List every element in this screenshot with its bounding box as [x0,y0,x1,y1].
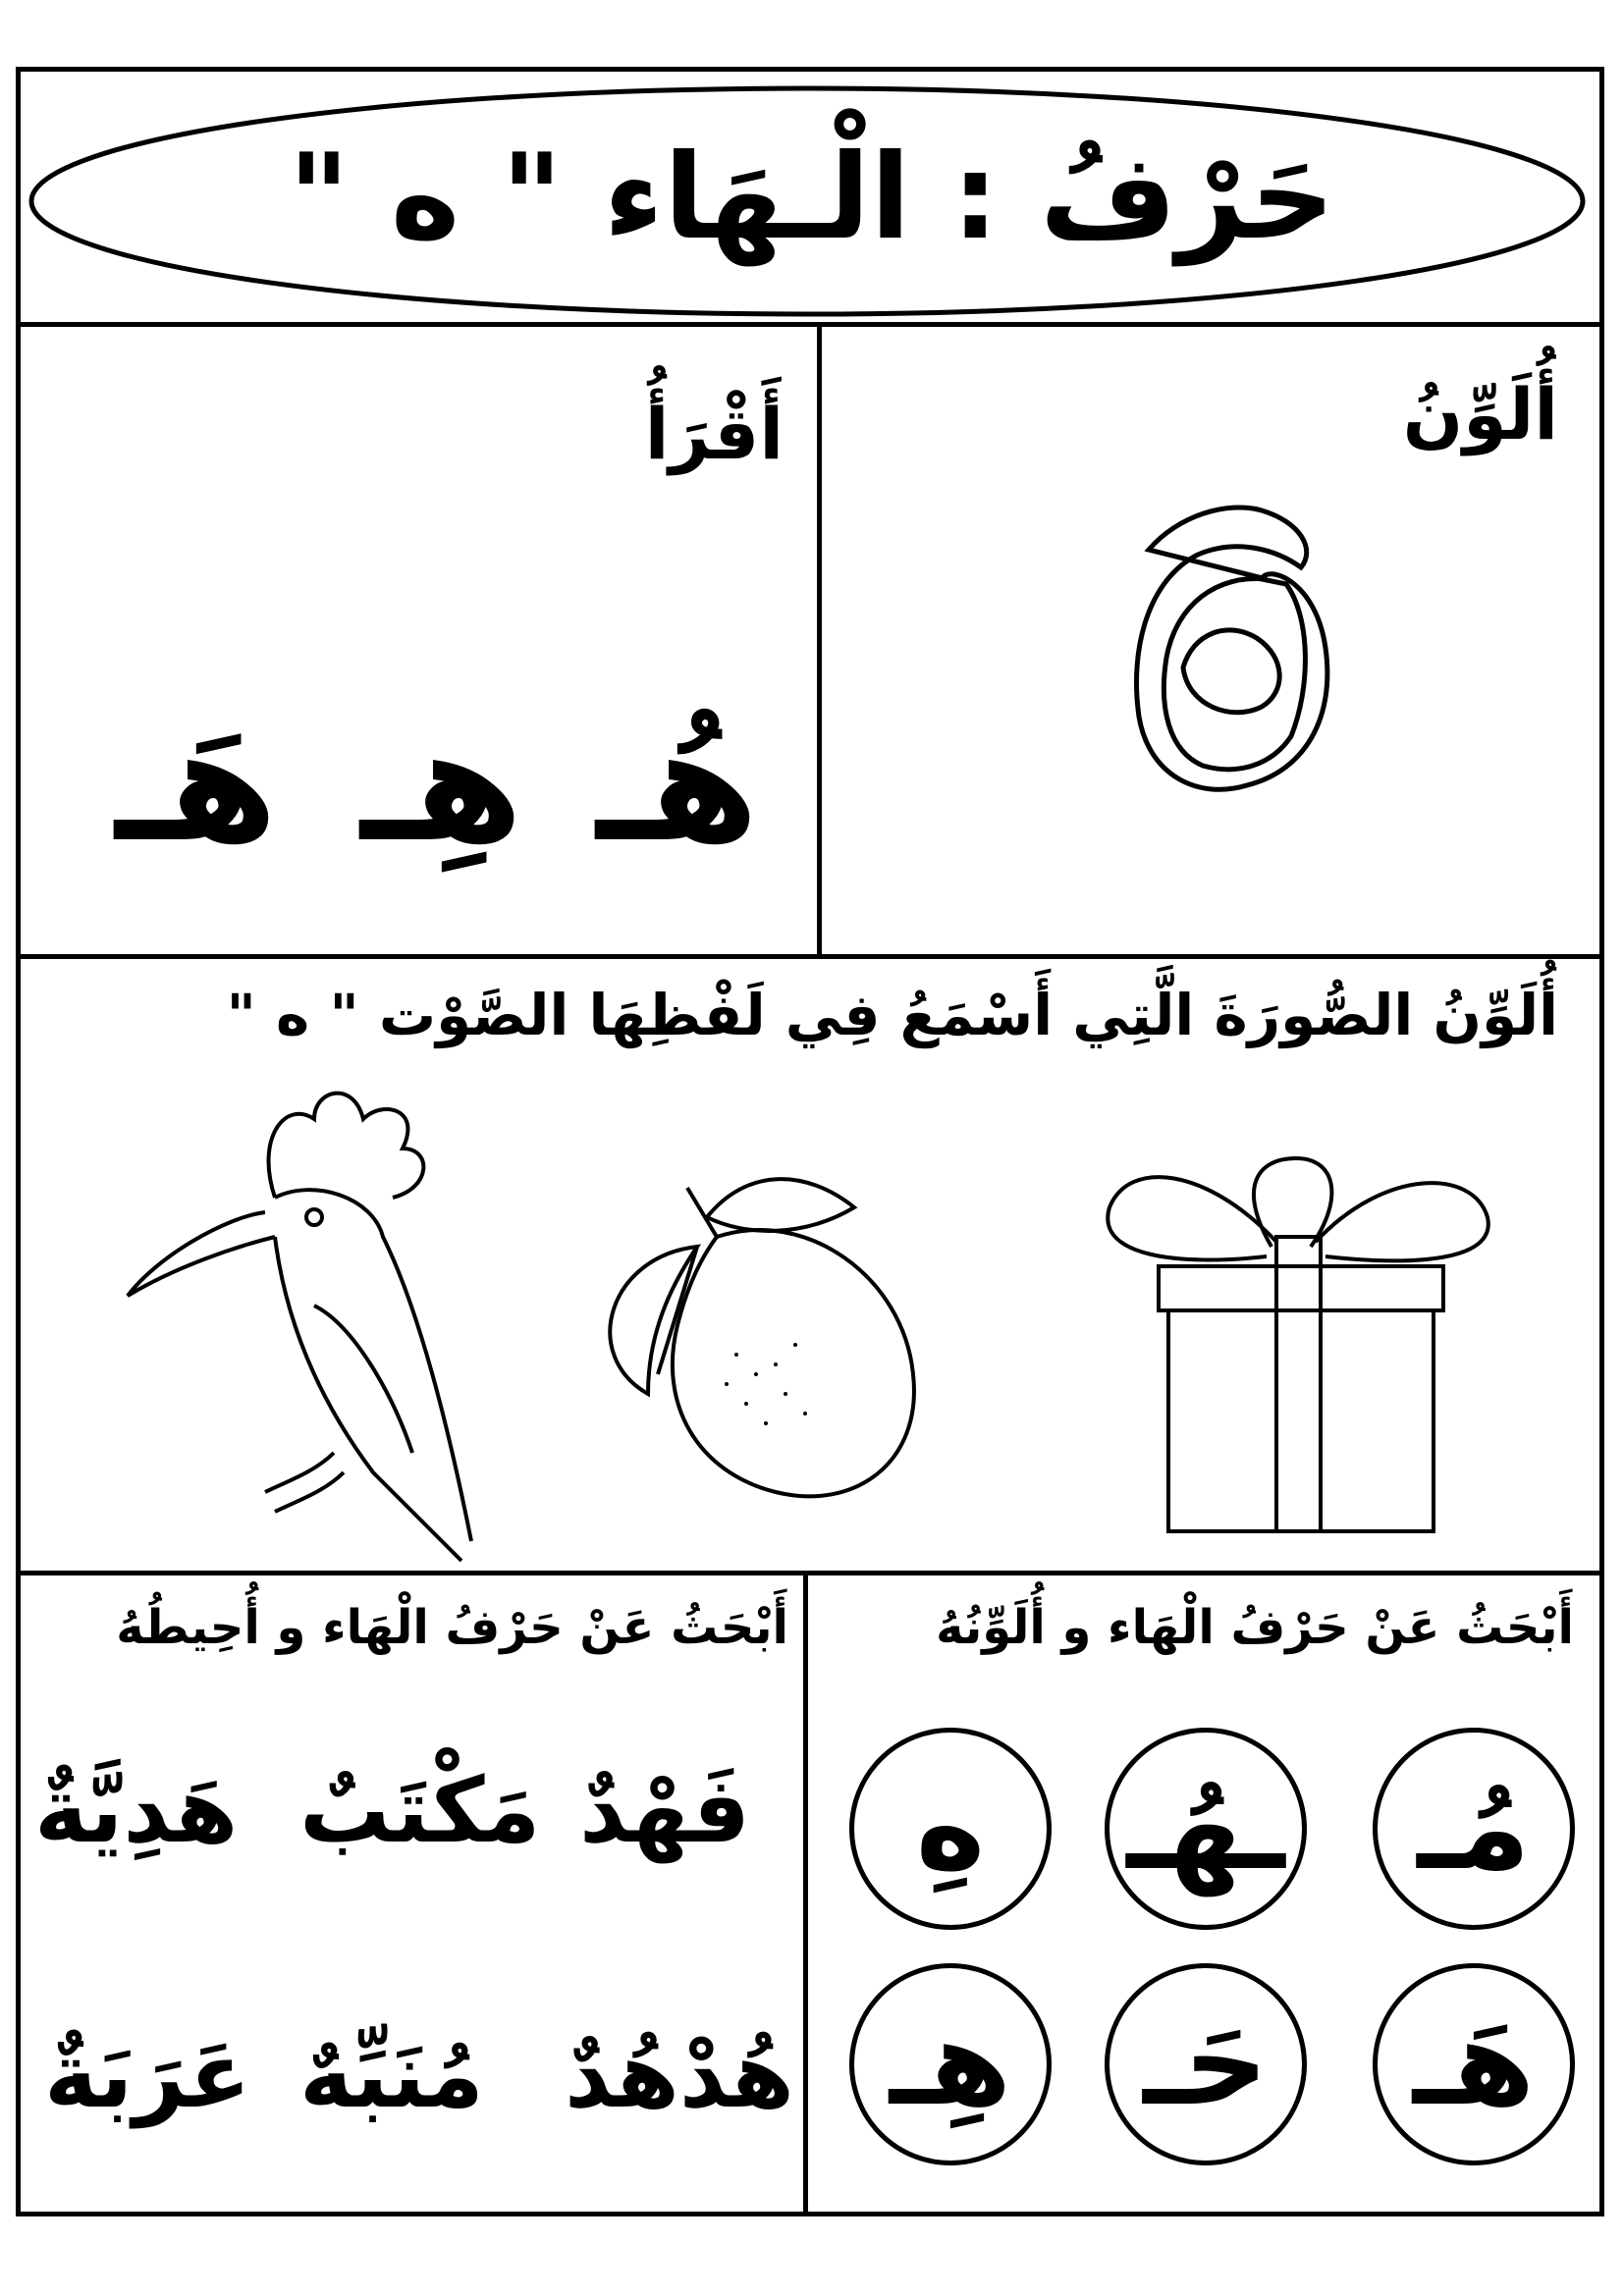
circle-option-3[interactable] [849,1728,1052,1930]
read-letter-2: هِـ [360,693,523,877]
word-6[interactable]: عَرَبَةٌ [44,2023,251,2128]
circle-option-5[interactable] [1105,1963,1307,2165]
circle-option-5-label: حَـ [1143,1996,1269,2132]
picture-heading: أُلَوِّنُ الصُّورَةَ الَّتِي أَسْمَعُ فِي لَفْظِهَا الصَّوْت " ه " [226,982,1558,1048]
divider-bottom-middle [803,1571,808,2216]
read-letter-3: هَـ [115,693,278,877]
word-3[interactable]: هَدِيَّةٌ [34,1758,239,1863]
divider-top-middle [817,322,822,958]
gift-box-icon [1090,1148,1502,1541]
read-letter-1: هُـ [596,693,759,877]
circle-option-2[interactable] [1105,1728,1307,1930]
circle-option-1-label: مُـ [1417,1760,1531,1896]
circle-option-4[interactable] [1373,1963,1575,2165]
page-title: حَرْفُ : الْـهَاء " ه " [288,130,1335,266]
outlined-letter-ha [1090,491,1345,815]
word-2[interactable]: مَكْتَبٌ [299,1758,541,1863]
circle-option-6-label: هِـ [889,1996,1012,2132]
circle-option-1[interactable] [1373,1728,1575,1930]
word-1[interactable]: فَهْدٌ [579,1758,751,1863]
find-color-heading: أَبْحَثُ عَنْ حَرْفُ الْهَاء و أُلَوِّنُهُ [936,1600,1574,1655]
circle-option-2-label: ـهُـ [1126,1760,1285,1896]
word-4[interactable]: هُدْهُدٌ [565,2023,794,2128]
word-5[interactable]: مُنَبِّهٌ [299,2023,484,2128]
circle-option-6[interactable] [849,1963,1052,2165]
lemon-icon [569,1129,943,1522]
color-heading: أُلَوِّنُ [1402,373,1558,455]
hoopoe-bird-icon [118,1080,491,1571]
circle-option-4-label: هَـ [1412,1996,1536,2132]
divider-top [16,954,1604,959]
find-circle-heading: أَبْحَثُ عَنْ حَرْفُ الْهَاء و أُحِيطُهُ [116,1600,788,1655]
circle-option-3-label: هِ [915,1760,986,1896]
divider-middle [16,1571,1604,1575]
read-heading: أَقْرَأُ [644,393,784,475]
